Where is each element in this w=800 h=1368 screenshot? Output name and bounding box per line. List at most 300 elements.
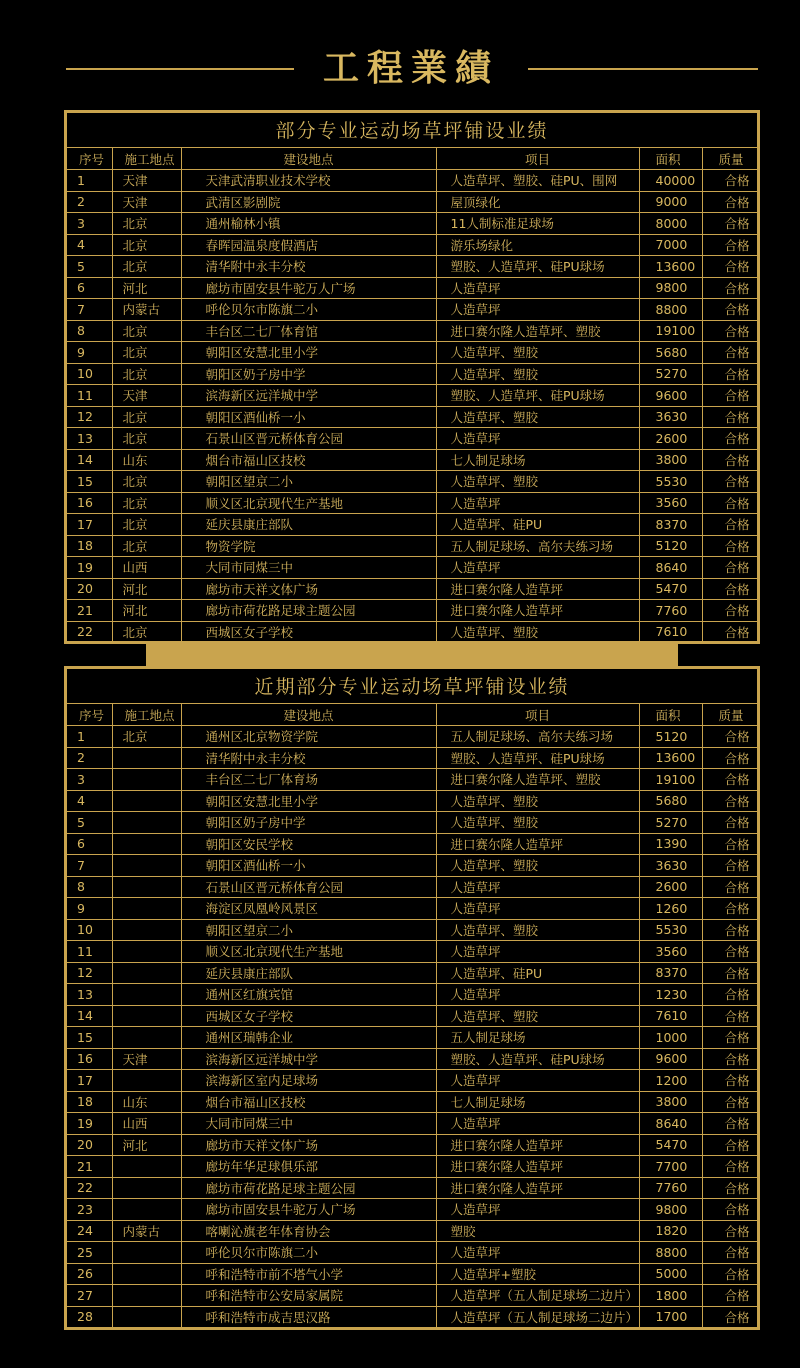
project-cell: 人造草坪、塑胶 xyxy=(436,342,639,364)
table-row xyxy=(67,535,757,557)
project-cell: 塑胶、人造草坪、硅PU球场 xyxy=(436,256,639,278)
seq-cell: 7 xyxy=(67,299,112,321)
region-cell: 北京 xyxy=(112,234,181,256)
table2-header-row xyxy=(67,704,757,726)
quality-cell: 合格 xyxy=(702,213,757,235)
quality-cell: 合格 xyxy=(702,1242,757,1264)
table-row xyxy=(67,320,757,342)
seq-cell: 21 xyxy=(67,1156,112,1178)
site-cell: 海淀区凤凰岭风景区 xyxy=(181,898,436,920)
region-cell: 北京 xyxy=(112,428,181,450)
site-cell: 清华附中永丰分校 xyxy=(181,256,436,278)
project-cell: 进口赛尔隆人造草坪、塑胶 xyxy=(436,769,639,791)
site-cell: 通州区瑞韩企业 xyxy=(181,1027,436,1049)
region-cell: 北京 xyxy=(112,213,181,235)
quality-cell: 合格 xyxy=(702,234,757,256)
site-cell: 廊坊市荷花路足球主题公园 xyxy=(181,1177,436,1199)
region-cell: 北京 xyxy=(112,406,181,428)
site-cell: 朝阳区望京二小 xyxy=(181,919,436,941)
quality-cell: 合格 xyxy=(702,578,757,600)
site-cell: 石景山区晋元桥体育公园 xyxy=(181,876,436,898)
project-cell: 人造草坪、硅PU xyxy=(436,514,639,536)
table1 xyxy=(67,148,757,642)
quality-cell: 合格 xyxy=(702,1070,757,1092)
seq-cell: 1 xyxy=(67,170,112,192)
area-cell: 1230 xyxy=(639,984,702,1006)
quality-cell: 合格 xyxy=(702,514,757,536)
project-cell: 进口赛尔隆人造草坪 xyxy=(436,1177,639,1199)
region-cell: 山西 xyxy=(112,1113,181,1135)
area-cell: 7760 xyxy=(639,1177,702,1199)
project-cell: 人造草坪 xyxy=(436,277,639,299)
quality-cell: 合格 xyxy=(702,1048,757,1070)
table-row xyxy=(67,919,757,941)
region-cell: 河北 xyxy=(112,600,181,622)
table-row xyxy=(67,1156,757,1178)
header-quality: 质量 xyxy=(702,704,757,726)
region-cell: 河北 xyxy=(112,578,181,600)
site-cell: 大同市同煤三中 xyxy=(181,1113,436,1135)
seq-cell: 5 xyxy=(67,256,112,278)
quality-cell: 合格 xyxy=(702,941,757,963)
seq-cell: 16 xyxy=(67,1048,112,1070)
quality-cell: 合格 xyxy=(702,492,757,514)
project-cell: 人造草坪、硅PU xyxy=(436,962,639,984)
quality-cell: 合格 xyxy=(702,256,757,278)
project-cell: 人造草坪、塑胶 xyxy=(436,471,639,493)
area-cell: 3560 xyxy=(639,941,702,963)
area-cell: 3800 xyxy=(639,1091,702,1113)
seq-cell: 13 xyxy=(67,984,112,1006)
project-cell: 塑胶 xyxy=(436,1220,639,1242)
project-cell: 人造草坪、塑胶 xyxy=(436,790,639,812)
quality-cell: 合格 xyxy=(702,1027,757,1049)
header-divider-left xyxy=(66,68,294,70)
project-cell: 人造草坪 xyxy=(436,898,639,920)
quality-cell: 合格 xyxy=(702,1156,757,1178)
region-cell: 天津 xyxy=(112,170,181,192)
seq-cell: 7 xyxy=(67,855,112,877)
region-cell xyxy=(112,1199,181,1221)
quality-cell: 合格 xyxy=(702,812,757,834)
region-cell xyxy=(112,941,181,963)
quality-cell: 合格 xyxy=(702,1134,757,1156)
table-row xyxy=(67,962,757,984)
project-cell: 人造草坪 xyxy=(436,492,639,514)
seq-cell: 14 xyxy=(67,449,112,471)
project-cell: 人造草坪、塑胶 xyxy=(436,812,639,834)
project-cell: 七人制足球场 xyxy=(436,449,639,471)
quality-cell: 合格 xyxy=(702,191,757,213)
site-cell: 廊坊市固安县牛驼万人广场 xyxy=(181,1199,436,1221)
quality-cell: 合格 xyxy=(702,1220,757,1242)
table-row xyxy=(67,833,757,855)
header-quality: 质量 xyxy=(702,148,757,170)
region-cell: 北京 xyxy=(112,621,181,642)
region-cell xyxy=(112,769,181,791)
region-cell: 北京 xyxy=(112,492,181,514)
region-cell xyxy=(112,747,181,769)
quality-cell: 合格 xyxy=(702,769,757,791)
site-cell: 朝阳区奶子房中学 xyxy=(181,812,436,834)
project-cell: 人造草坪 xyxy=(436,984,639,1006)
quality-cell: 合格 xyxy=(702,600,757,622)
area-cell: 5120 xyxy=(639,535,702,557)
table-row xyxy=(67,1113,757,1135)
area-cell: 5530 xyxy=(639,919,702,941)
site-cell: 大同市同煤三中 xyxy=(181,557,436,579)
region-cell xyxy=(112,1242,181,1264)
area-cell: 2600 xyxy=(639,876,702,898)
site-cell: 廊坊年华足球俱乐部 xyxy=(181,1156,436,1178)
seq-cell: 19 xyxy=(67,1113,112,1135)
table-row xyxy=(67,449,757,471)
project-cell: 人造草坪、塑胶 xyxy=(436,919,639,941)
seq-cell: 4 xyxy=(67,234,112,256)
table-row xyxy=(67,855,757,877)
area-cell: 1000 xyxy=(639,1027,702,1049)
site-cell: 通州区红旗宾馆 xyxy=(181,984,436,1006)
region-cell xyxy=(112,962,181,984)
header-site: 建设地点 xyxy=(181,704,436,726)
table2 xyxy=(67,704,757,1327)
project-cell: 人造草坪（五人制足球场二边片） xyxy=(436,1285,639,1307)
quality-cell: 合格 xyxy=(702,1005,757,1027)
project-cell: 人造草坪 xyxy=(436,299,639,321)
area-cell: 1700 xyxy=(639,1306,702,1327)
quality-cell: 合格 xyxy=(702,876,757,898)
quality-cell: 合格 xyxy=(702,535,757,557)
site-cell: 延庆县康庄部队 xyxy=(181,514,436,536)
seq-cell: 6 xyxy=(67,833,112,855)
region-cell: 北京 xyxy=(112,726,181,748)
seq-cell: 20 xyxy=(67,578,112,600)
quality-cell: 合格 xyxy=(702,833,757,855)
region-cell: 天津 xyxy=(112,191,181,213)
project-cell: 屋顶绿化 xyxy=(436,191,639,213)
site-cell: 丰台区二七厂体育馆 xyxy=(181,320,436,342)
table-row xyxy=(67,876,757,898)
region-cell xyxy=(112,1027,181,1049)
region-cell: 天津 xyxy=(112,385,181,407)
table-row xyxy=(67,790,757,812)
area-cell: 5530 xyxy=(639,471,702,493)
quality-cell: 合格 xyxy=(702,406,757,428)
area-cell: 9600 xyxy=(639,1048,702,1070)
area-cell: 5680 xyxy=(639,790,702,812)
region-cell: 山东 xyxy=(112,1091,181,1113)
area-cell: 3560 xyxy=(639,492,702,514)
project-cell: 人造草坪 xyxy=(436,1070,639,1092)
quality-cell: 合格 xyxy=(702,1091,757,1113)
project-cell: 进口赛尔隆人造草坪 xyxy=(436,578,639,600)
area-cell: 13600 xyxy=(639,256,702,278)
project-cell: 人造草坪、塑胶 xyxy=(436,621,639,642)
seq-cell: 22 xyxy=(67,1177,112,1199)
project-cell: 五人制足球场、高尔夫练习场 xyxy=(436,535,639,557)
site-cell: 廊坊市天祥文体广场 xyxy=(181,1134,436,1156)
region-cell: 天津 xyxy=(112,1048,181,1070)
area-cell: 2600 xyxy=(639,428,702,450)
site-cell: 春晖园温泉度假酒店 xyxy=(181,234,436,256)
table-row xyxy=(67,1263,757,1285)
quality-cell: 合格 xyxy=(702,471,757,493)
region-cell xyxy=(112,1177,181,1199)
site-cell: 通州区北京物资学院 xyxy=(181,726,436,748)
table-row xyxy=(67,234,757,256)
area-cell: 7760 xyxy=(639,600,702,622)
project-cell: 人造草坪、塑胶 xyxy=(436,406,639,428)
region-cell: 山东 xyxy=(112,449,181,471)
project-cell: 进口赛尔隆人造草坪 xyxy=(436,833,639,855)
project-cell: 人造草坪 xyxy=(436,1242,639,1264)
quality-cell: 合格 xyxy=(702,1113,757,1135)
table-panel-2 xyxy=(64,666,760,1330)
area-cell: 1260 xyxy=(639,898,702,920)
area-cell: 5000 xyxy=(639,1263,702,1285)
area-cell: 3630 xyxy=(639,855,702,877)
table-row xyxy=(67,578,757,600)
site-cell: 廊坊市荷花路足球主题公园 xyxy=(181,600,436,622)
table-row xyxy=(67,363,757,385)
seq-cell: 11 xyxy=(67,941,112,963)
area-cell: 1200 xyxy=(639,1070,702,1092)
region-cell: 北京 xyxy=(112,363,181,385)
table2-title: 近期部分专业运动场草坪铺设业绩 xyxy=(67,669,757,704)
quality-cell: 合格 xyxy=(702,557,757,579)
area-cell: 19100 xyxy=(639,320,702,342)
seq-cell: 17 xyxy=(67,1070,112,1092)
seq-cell: 26 xyxy=(67,1263,112,1285)
project-cell: 五人制足球场 xyxy=(436,1027,639,1049)
header-project: 项目 xyxy=(436,148,639,170)
header-seq: 序号 xyxy=(67,704,112,726)
table-row xyxy=(67,277,757,299)
area-cell: 5270 xyxy=(639,812,702,834)
region-cell xyxy=(112,790,181,812)
seq-cell: 8 xyxy=(67,876,112,898)
table-row xyxy=(67,1091,757,1113)
area-cell: 1390 xyxy=(639,833,702,855)
site-cell: 呼伦贝尔市陈旗二小 xyxy=(181,1242,436,1264)
area-cell: 7000 xyxy=(639,234,702,256)
seq-cell: 15 xyxy=(67,471,112,493)
seq-cell: 5 xyxy=(67,812,112,834)
seq-cell: 16 xyxy=(67,492,112,514)
region-cell: 内蒙古 xyxy=(112,299,181,321)
table1-header-row xyxy=(67,148,757,170)
area-cell: 8000 xyxy=(639,213,702,235)
seq-cell: 12 xyxy=(67,406,112,428)
area-cell: 8640 xyxy=(639,1113,702,1135)
seq-cell: 3 xyxy=(67,769,112,791)
site-cell: 朝阳区望京二小 xyxy=(181,471,436,493)
site-cell: 喀喇沁旗老年体育协会 xyxy=(181,1220,436,1242)
site-cell: 朝阳区安民学校 xyxy=(181,833,436,855)
table-row xyxy=(67,1070,757,1092)
seq-cell: 15 xyxy=(67,1027,112,1049)
project-cell: 人造草坪 xyxy=(436,428,639,450)
region-cell xyxy=(112,876,181,898)
table-panel-1 xyxy=(64,110,760,644)
header-region: 施工地点 xyxy=(112,704,181,726)
area-cell: 1800 xyxy=(639,1285,702,1307)
seq-cell: 18 xyxy=(67,1091,112,1113)
site-cell: 朝阳区酒仙桥一小 xyxy=(181,406,436,428)
project-cell: 人造草坪 xyxy=(436,1113,639,1135)
quality-cell: 合格 xyxy=(702,1285,757,1307)
header-project: 项目 xyxy=(436,704,639,726)
region-cell xyxy=(112,812,181,834)
site-cell: 烟台市福山区技校 xyxy=(181,1091,436,1113)
region-cell xyxy=(112,919,181,941)
seq-cell: 3 xyxy=(67,213,112,235)
quality-cell: 合格 xyxy=(702,984,757,1006)
table-row xyxy=(67,769,757,791)
project-cell: 进口赛尔隆人造草坪、塑胶 xyxy=(436,320,639,342)
site-cell: 呼伦贝尔市陈旗二小 xyxy=(181,299,436,321)
page-title: 工程業績 xyxy=(322,48,499,89)
site-cell: 呼和浩特市成吉思汉路 xyxy=(181,1306,436,1327)
seq-cell: 4 xyxy=(67,790,112,812)
table-row xyxy=(67,385,757,407)
seq-cell: 22 xyxy=(67,621,112,642)
project-cell: 进口赛尔隆人造草坪 xyxy=(436,1134,639,1156)
table-row xyxy=(67,621,757,642)
project-cell: 塑胶、人造草坪、硅PU球场 xyxy=(436,747,639,769)
area-cell: 13600 xyxy=(639,747,702,769)
area-cell: 5470 xyxy=(639,1134,702,1156)
seq-cell: 27 xyxy=(67,1285,112,1307)
quality-cell: 合格 xyxy=(702,299,757,321)
region-cell xyxy=(112,898,181,920)
seq-cell: 24 xyxy=(67,1220,112,1242)
page-header xyxy=(0,40,800,100)
area-cell: 7700 xyxy=(639,1156,702,1178)
site-cell: 呼和浩特市公安局家属院 xyxy=(181,1285,436,1307)
table-row xyxy=(67,600,757,622)
area-cell: 5120 xyxy=(639,726,702,748)
table-row xyxy=(67,898,757,920)
project-cell: 游乐场绿化 xyxy=(436,234,639,256)
quality-cell: 合格 xyxy=(702,320,757,342)
quality-cell: 合格 xyxy=(702,170,757,192)
region-cell xyxy=(112,984,181,1006)
site-cell: 顺义区北京现代生产基地 xyxy=(181,941,436,963)
region-cell xyxy=(112,833,181,855)
site-cell: 朝阳区奶子房中学 xyxy=(181,363,436,385)
table-row xyxy=(67,557,757,579)
table-row xyxy=(67,213,757,235)
site-cell: 通州榆林小镇 xyxy=(181,213,436,235)
table-row xyxy=(67,1199,757,1221)
region-cell: 北京 xyxy=(112,514,181,536)
seq-cell: 8 xyxy=(67,320,112,342)
table-row xyxy=(67,1177,757,1199)
header-region: 施工地点 xyxy=(112,148,181,170)
seq-cell: 18 xyxy=(67,535,112,557)
area-cell: 9600 xyxy=(639,385,702,407)
table-row xyxy=(67,299,757,321)
region-cell: 北京 xyxy=(112,471,181,493)
area-cell: 8640 xyxy=(639,557,702,579)
region-cell xyxy=(112,1156,181,1178)
region-cell xyxy=(112,1070,181,1092)
project-cell: 人造草坪（五人制足球场二边片） xyxy=(436,1306,639,1327)
seq-cell: 2 xyxy=(67,747,112,769)
region-cell: 北京 xyxy=(112,256,181,278)
panel-connector xyxy=(146,643,678,667)
area-cell: 40000 xyxy=(639,170,702,192)
project-cell: 进口赛尔隆人造草坪 xyxy=(436,1156,639,1178)
table-row xyxy=(67,342,757,364)
header-seq: 序号 xyxy=(67,148,112,170)
area-cell: 3630 xyxy=(639,406,702,428)
site-cell: 朝阳区安慧北里小学 xyxy=(181,790,436,812)
site-cell: 滨海新区远洋城中学 xyxy=(181,1048,436,1070)
area-cell: 8370 xyxy=(639,962,702,984)
project-cell: 人造草坪、塑胶 xyxy=(436,855,639,877)
site-cell: 廊坊市天祥文体广场 xyxy=(181,578,436,600)
seq-cell: 10 xyxy=(67,363,112,385)
table-row xyxy=(67,256,757,278)
site-cell: 延庆县康庄部队 xyxy=(181,962,436,984)
quality-cell: 合格 xyxy=(702,919,757,941)
site-cell: 滨海新区室内足球场 xyxy=(181,1070,436,1092)
project-cell: 人造草坪、塑胶 xyxy=(436,1005,639,1027)
header-divider-right xyxy=(528,68,758,70)
site-cell: 顺义区北京现代生产基地 xyxy=(181,492,436,514)
site-cell: 廊坊市固安县牛驼万人广场 xyxy=(181,277,436,299)
table-row xyxy=(67,1134,757,1156)
table-row xyxy=(67,191,757,213)
site-cell: 石景山区晋元桥体育公园 xyxy=(181,428,436,450)
table-row xyxy=(67,812,757,834)
area-cell: 7610 xyxy=(639,1005,702,1027)
table-row xyxy=(67,726,757,748)
project-cell: 人造草坪 xyxy=(436,876,639,898)
quality-cell: 合格 xyxy=(702,277,757,299)
seq-cell: 2 xyxy=(67,191,112,213)
region-cell: 北京 xyxy=(112,535,181,557)
region-cell: 北京 xyxy=(112,342,181,364)
project-cell: 塑胶、人造草坪、硅PU球场 xyxy=(436,385,639,407)
site-cell: 天津武清职业技术学校 xyxy=(181,170,436,192)
project-cell: 人造草坪+塑胶 xyxy=(436,1263,639,1285)
seq-cell: 20 xyxy=(67,1134,112,1156)
area-cell: 1820 xyxy=(639,1220,702,1242)
region-cell: 北京 xyxy=(112,320,181,342)
area-cell: 8800 xyxy=(639,1242,702,1264)
seq-cell: 6 xyxy=(67,277,112,299)
quality-cell: 合格 xyxy=(702,790,757,812)
project-cell: 人造草坪、塑胶 xyxy=(436,363,639,385)
seq-cell: 19 xyxy=(67,557,112,579)
quality-cell: 合格 xyxy=(702,1263,757,1285)
table-row xyxy=(67,1285,757,1307)
table-row xyxy=(67,747,757,769)
table-row xyxy=(67,492,757,514)
area-cell: 9800 xyxy=(639,1199,702,1221)
quality-cell: 合格 xyxy=(702,1199,757,1221)
quality-cell: 合格 xyxy=(724,1309,750,1325)
table-row xyxy=(67,941,757,963)
project-cell: 五人制足球场、高尔夫练习场 xyxy=(436,726,639,748)
seq-cell: 14 xyxy=(67,1005,112,1027)
area-cell: 3800 xyxy=(639,449,702,471)
table-row xyxy=(67,1048,757,1070)
seq-cell: 23 xyxy=(67,1199,112,1221)
